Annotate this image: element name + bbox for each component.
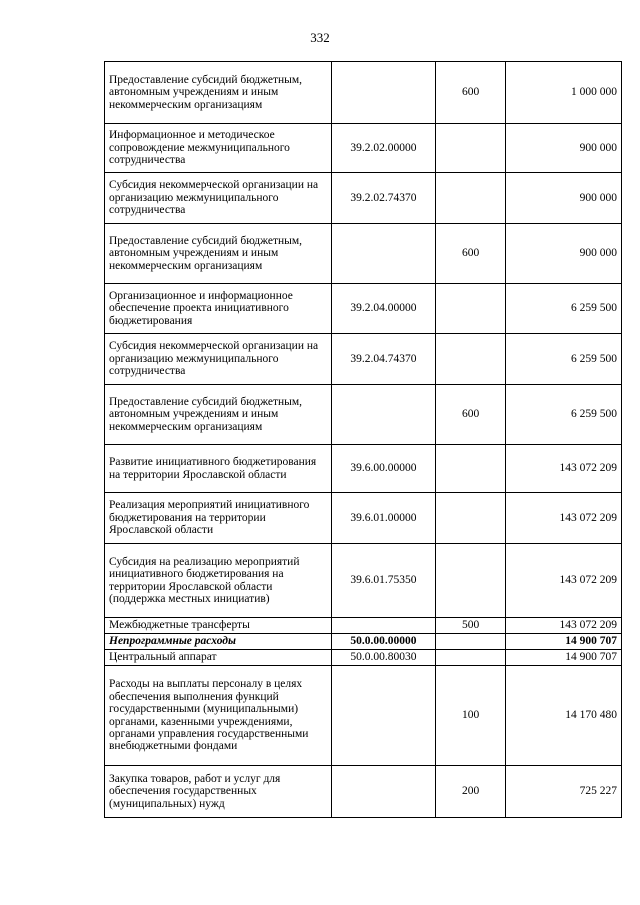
row-code [331, 385, 436, 445]
row-expense-type [436, 124, 505, 173]
table-row [105, 284, 622, 334]
table-row [105, 493, 622, 544]
row-amount: 143 072 209 [505, 618, 621, 634]
row-name: Организационное и информационное обеспечение проекта инициативного бюджетирования [105, 284, 332, 334]
row-code [331, 62, 436, 124]
row-expense-type [436, 284, 505, 334]
row-expense-type: 600 [436, 224, 505, 284]
row-amount: 143 072 209 [505, 445, 621, 493]
row-expense-type: 100 [436, 666, 505, 766]
table-row [105, 173, 622, 224]
row-expense-type: 600 [436, 62, 505, 124]
row-code: 39.6.01.00000 [331, 493, 436, 544]
row-code [331, 618, 436, 634]
table-row [105, 618, 622, 634]
row-amount: 143 072 209 [505, 493, 621, 544]
budget-table [104, 61, 622, 818]
row-amount: 6 259 500 [505, 284, 621, 334]
row-name: Субсидия некоммерческой организации на организацию межмуниципального сотрудничества [105, 173, 332, 224]
row-name: Субсидия на реализацию мероприятий инициативного бюджетирования на территории Ярославской области (поддержка местных инициатив) [105, 544, 332, 618]
row-code: 39.6.01.75350 [331, 544, 436, 618]
row-code: 39.2.02.74370 [331, 173, 436, 224]
table-row [105, 445, 622, 493]
row-code: 50.0.00.80030 [331, 650, 436, 666]
table-row [105, 385, 622, 445]
row-name: Предоставление субсидий бюджетным, автономным учреждениям и иным некоммерческим организациям [105, 224, 332, 284]
page-number: 332 [310, 30, 330, 45]
row-name: Реализация мероприятий инициативного бюджетирования на территории Ярославской области [105, 493, 332, 544]
row-name: Закупка товаров, работ и услуг для обеспечения государственных (муниципальных) нужд [105, 766, 332, 818]
row-expense-type [436, 334, 505, 385]
row-name: Предоставление субсидий бюджетным, автономным учреждениям и иным некоммерческим организациям [105, 385, 332, 445]
row-expense-type [436, 445, 505, 493]
table-row [105, 124, 622, 173]
table-row [105, 62, 622, 124]
row-expense-type [436, 493, 505, 544]
row-expense-type [436, 544, 505, 618]
table-row [105, 224, 622, 284]
table-row [105, 334, 622, 385]
row-name: Предоставление субсидий бюджетным, автономным учреждениям и иным некоммерческим организациям [105, 62, 332, 124]
table-row [105, 650, 622, 666]
row-name: Непрограммные расходы [105, 634, 332, 650]
row-code: 39.2.02.00000 [331, 124, 436, 173]
row-name: Развитие инициативного бюджетирования на территории Ярославской области [105, 445, 332, 493]
row-amount: 900 000 [505, 224, 621, 284]
row-code: 39.2.04.00000 [331, 284, 436, 334]
row-amount: 1 000 000 [505, 62, 621, 124]
row-amount: 14 170 480 [505, 666, 621, 766]
row-code: 50.0.00.00000 [331, 634, 436, 650]
row-expense-type [436, 173, 505, 224]
row-expense-type [436, 650, 505, 666]
row-amount: 900 000 [505, 124, 621, 173]
row-name: Центральный аппарат [105, 650, 332, 666]
table-row [105, 766, 622, 818]
table-row [105, 634, 622, 650]
row-code [331, 224, 436, 284]
row-expense-type: 500 [436, 618, 505, 634]
row-amount: 143 072 209 [505, 544, 621, 618]
row-name: Межбюджетные трансферты [105, 618, 332, 634]
row-amount: 14 900 707 [505, 650, 621, 666]
table-row [105, 666, 622, 766]
row-expense-type: 200 [436, 766, 505, 818]
row-code: 39.6.00.00000 [331, 445, 436, 493]
row-amount: 14 900 707 [505, 634, 621, 650]
row-amount: 6 259 500 [505, 334, 621, 385]
row-amount: 725 227 [505, 766, 621, 818]
row-expense-type [436, 634, 505, 650]
row-code: 39.2.04.74370 [331, 334, 436, 385]
row-name: Субсидия некоммерческой организации на организацию межмуниципального сотрудничества [105, 334, 332, 385]
row-expense-type: 600 [436, 385, 505, 445]
row-name: Расходы на выплаты персоналу в целях обеспечения выполнения функций государственными (муниципальными) органами, казенными учреждениями, органами управления государственными внебюджетными фондами [105, 666, 332, 766]
row-code [331, 666, 436, 766]
row-name: Информационное и методическое сопровождение межмуниципального сотрудничества [105, 124, 332, 173]
table-row [105, 544, 622, 618]
row-amount: 6 259 500 [505, 385, 621, 445]
row-code [331, 766, 436, 818]
row-amount: 900 000 [505, 173, 621, 224]
